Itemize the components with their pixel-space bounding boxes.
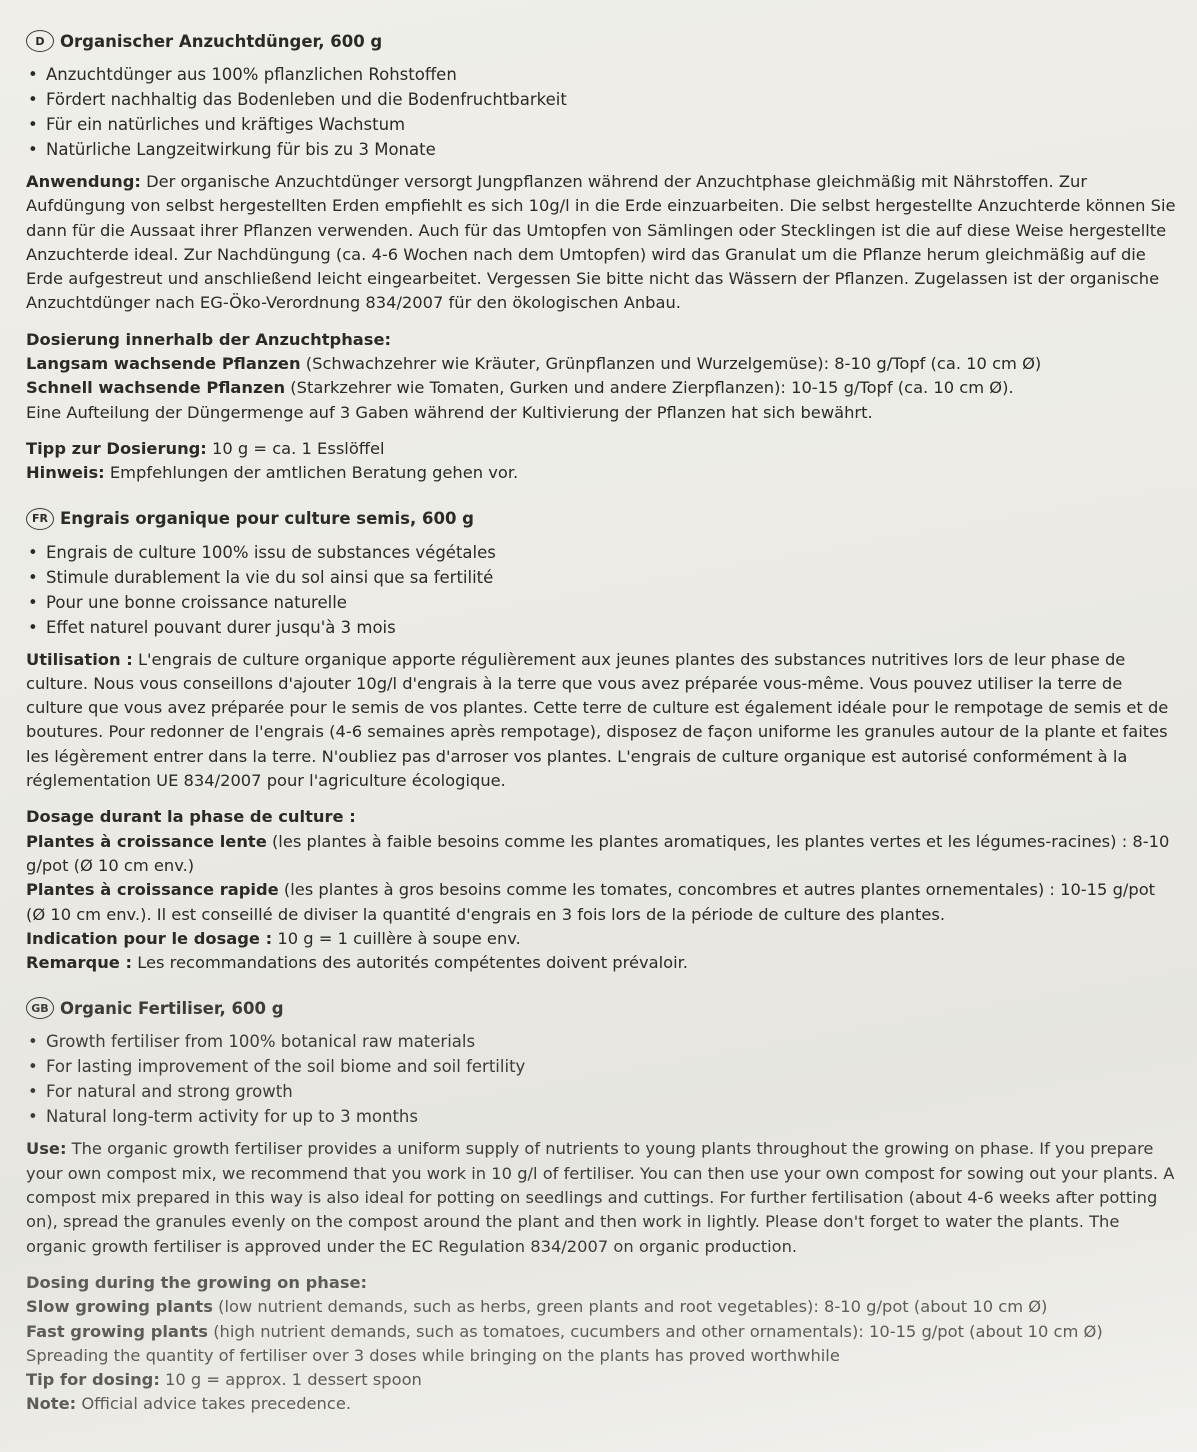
list-item: • Growth fertiliser from 100% botanical raw materials [26, 1029, 1177, 1054]
slow-growing-label: Plantes à croissance lente [26, 831, 267, 851]
tip-text: 10 g = ca. 1 Esslöffel [212, 438, 385, 458]
section-title: Organischer Anzuchtdünger, 600 g [60, 31, 383, 51]
list-item: • For natural and strong growth [26, 1079, 1177, 1104]
tip-text: 10 g = approx. 1 dessert spoon [165, 1370, 422, 1390]
feature-list [26, 1029, 1177, 1129]
usage-text: Der organische Anzuchtdünger versorgt Jungpflanzen während der Anzuchtphase gleichmäßig mit Nährstoffen. Zur Aufdüngung von selbst hergestellten Erden empfiehlt es sich 10g/l in die Erde einzuarbeiten. Die selbst hergestellte Anzuchterde können Sie dann für die Aussaat ihrer Pflanzen verwenden. Auch für das Umtopfen von Sämlingen oder Stecklingen ist die auf diese Weise hergestellte Anzuchterde ideal. Zur Nachdüngung (ca. 4-6 Wochen nach dem Umtopfen) wird das Granulat um die Pflanze herum gleichmäßig auf die Erde aufgestreut und anschließend leicht eingearbeitet. Vergessen Sie bitte nicht das Wässern der Pflanzen. Zugelassen ist der organische Anzuchtdünger nach EG-Öko-Verordnung 834/2007 für den ökologischen Anbau. [26, 172, 1176, 313]
slow-growing-text: (les plantes à faible besoins comme les plantes aromatiques, les plantes vertes et les légumes-racines) : 8-10 g/pot (Ø 10 cm env.) [26, 831, 1170, 875]
feature-list [26, 540, 1177, 640]
usage-paragraph [26, 170, 1177, 316]
list-item: • For lasting improvement of the soil biome and soil fertility [26, 1054, 1177, 1079]
section-title-row [26, 997, 1177, 1019]
note-line [26, 461, 1177, 485]
split-doses-text: Eine Aufteilung der Düngermenge auf 3 Gaben während der Kultivierung der Pflanzen hat sich bewährt. [26, 402, 873, 422]
note-text: Empfehlungen der amtlichen Beratung gehen vor. [109, 463, 519, 483]
country-badge-gb: GB [26, 997, 54, 1019]
note-label: Note: [26, 1394, 77, 1414]
tip-line [26, 1368, 1177, 1392]
note-text: Les recommandations des autorités compétentes doivent prévaloir. [137, 953, 688, 973]
fast-growing-text: (les plantes à gros besoins comme les tomates, concombres et autres plantes ornementales) : 10-15 g/pot (Ø 10 cm env.). Il est conseillé de diviser la quantité d'engrais en 3 fois lors de la période de culture des plantes. [26, 880, 1156, 924]
note-label: Remarque : [26, 953, 133, 973]
tip-label: Tip for dosing: [26, 1370, 160, 1390]
usage-label: Anwendung: [26, 172, 141, 191]
fast-growing-line [26, 376, 1177, 400]
note-line [26, 1392, 1177, 1416]
section-title-row [26, 30, 1177, 52]
dosage-block [26, 805, 1177, 975]
fast-growing-text: (Starkzehrer wie Tomaten, Gurken und andere Zierpflanzen): 10-15 g/Topf (ca. 10 cm Ø). [290, 378, 1014, 398]
tip-block [26, 437, 1177, 486]
section-fr [26, 508, 1177, 976]
slow-growing-text: (low nutrient demands, such as herbs, green plants and root vegetables): 8-10 g/pot (about 10 cm Ø) [218, 1297, 1048, 1317]
list-item: • Stimule durablement la vie du sol ainsi que sa fertilité [26, 565, 1177, 590]
country-badge-de: D [26, 30, 54, 52]
slow-growing-label: Langsam wachsende Pflanzen [26, 354, 301, 374]
section-title: Engrais organique pour culture semis, 600 g [60, 509, 474, 529]
tip-label: Tipp zur Dosierung: [26, 438, 207, 458]
fast-growing-label: Fast growing plants [26, 1321, 208, 1341]
dosage-block [26, 328, 1177, 425]
section-de [26, 30, 1177, 486]
note-label: Hinweis: [26, 463, 105, 483]
list-item: • Engrais de culture 100% issu de substances végétales [26, 540, 1177, 565]
dosage-block [26, 1271, 1177, 1417]
country-badge-fr: FR [26, 508, 54, 530]
section-title-row [26, 508, 1177, 530]
fast-growing-label: Plantes à croissance rapide [26, 880, 279, 900]
tip-text: 10 g = 1 cuillère à soupe env. [277, 928, 521, 948]
list-item: • Effet naturel pouvant durer jusqu'à 3 mois [26, 615, 1177, 640]
section-title: Organic Fertiliser, 600 g [60, 998, 284, 1018]
fast-growing-line [26, 878, 1177, 927]
feature-list [26, 62, 1177, 162]
usage-label: Utilisation : [26, 649, 133, 669]
list-item: • Natürliche Langzeitwirkung für bis zu 3 Monate [26, 137, 1177, 162]
fast-growing-label: Schnell wachsende Pflanzen [26, 378, 286, 398]
slow-growing-label: Slow growing plants [26, 1297, 213, 1317]
dosage-heading: Dosierung innerhalb der Anzuchtphase: [26, 329, 392, 349]
list-item: • Natural long-term activity for up to 3 months [26, 1104, 1177, 1129]
tip-label: Indication pour le dosage : [26, 928, 273, 948]
dosage-heading: Dosing during the growing on phase: [26, 1272, 368, 1292]
note-text: Official advice takes precedence. [81, 1394, 352, 1414]
usage-paragraph [26, 648, 1177, 794]
slow-growing-line [26, 352, 1177, 376]
usage-text: L'engrais de culture organique apporte régulièrement aux jeunes plantes des substances nutritives lors de leur phase de culture. Nous vous conseillons d'ajouter 10g/l d'engrais à la terre que vous avez préparée vous-même. Vous pouvez utiliser la terre de culture que vous avez préparée pour le semis de vos plantes. Cette terre de culture est également idéale pour le rempotage de semis et de boutures. Pour redonner de l'engrais (4-6 semaines après rempotage), disposez de façon uniforme les granules autour de la plante et faites les légèrement entrer dans la terre. N'oubliez pas d'arroser vos plantes. L'engrais de culture organique est autorisé conformément à la réglementation UE 834/2007 pour l'agriculture écologique. [26, 649, 1169, 791]
dosage-heading: Dosage durant la phase de culture : [26, 807, 356, 827]
usage-label: Use: [26, 1139, 67, 1159]
usage-text: The organic growth fertiliser provides a uniform supply of nutrients to young plants throughout the growing on phase. If you prepare your own compost mix, we recommend that you work in 10 g/l of fertiliser. You can then use your own compost for sowing out your plants. A compost mix prepared in this way is also ideal for potting on seedlings and cuttings. For further fertilisation (about 4-6 weeks after potting on), spread the granules evenly on the compost around the plant and then work in lightly. Please don't forget to water the plants. The organic growth fertiliser is approved under the EC Regulation 834/2007 on organic production. [26, 1139, 1175, 1256]
note-line [26, 951, 1177, 975]
list-item: • Für ein natürliches und kräftiges Wachstum [26, 112, 1177, 137]
list-item: • Fördert nachhaltig das Bodenleben und die Bodenfruchtbarkeit [26, 87, 1177, 112]
fast-growing-text: (high nutrient demands, such as tomatoes, cucumbers and other ornamentals): 10-15 g/pot (about 10 cm Ø) Spreading the quantity of fertiliser over 3 doses while bringing on the plants has proved worthwhile [26, 1321, 1103, 1365]
tip-line [26, 437, 1177, 461]
slow-growing-text: (Schwachzehrer wie Kräuter, Grünpflanzen und Wurzelgemüse): 8-10 g/Topf (ca. 10 cm Ø) [305, 354, 1042, 374]
list-item: • Pour une bonne croissance naturelle [26, 590, 1177, 615]
slow-growing-line [26, 830, 1177, 879]
tip-line [26, 927, 1177, 951]
list-item: • Anzuchtdünger aus 100% pflanzlichen Rohstoffen [26, 62, 1177, 87]
section-gb [26, 997, 1177, 1416]
slow-growing-line [26, 1295, 1177, 1319]
usage-paragraph [26, 1137, 1177, 1258]
fast-growing-line [26, 1320, 1177, 1369]
